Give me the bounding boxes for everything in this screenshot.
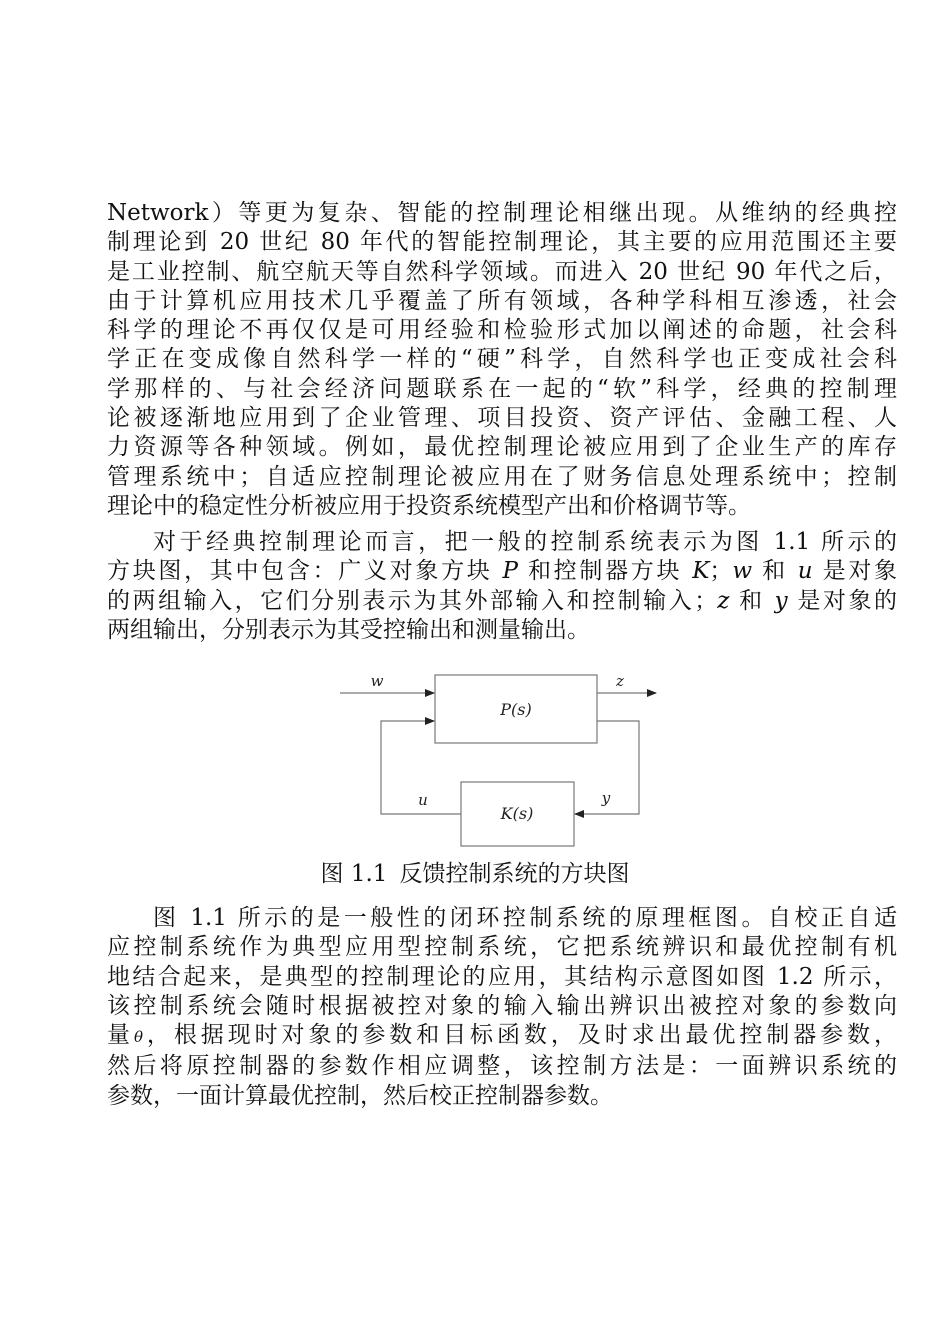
text-line: 参数，一面计算最优控制，然后校正控制器参数。 [107, 1082, 613, 1109]
variable-theta: θ [133, 1028, 143, 1047]
text-line: 两组输出，分别表示为其受控输出和测量输出。 [107, 616, 590, 643]
text-line: 学那样的、与社会经济问题联系在一起的“软”科学，经典的控制理 [107, 375, 897, 402]
signal-u-label: u [418, 791, 428, 809]
text-line: 理论中的稳定性分析被应用于投资系统模型产出和价格调节等。 [107, 492, 751, 519]
text-line: 对于经典控制理论而言，把一般的控制系统表示为图 1.1 所示的 [153, 529, 897, 555]
text-line: 应控制系统作为典型应用型控制系统，它把系统辨识和最优控制有机 [107, 934, 897, 961]
feedback-block-diagram [330, 665, 670, 855]
text-line [107, 1021, 897, 1052]
variable-u: u [797, 558, 813, 585]
caption-number: 图 1.1 [320, 861, 388, 887]
text-line: 力资源等各种领域。例如，最优控制理论被应用到了企业生产的库存 [107, 434, 897, 461]
text-run: 的两组输入，它们分别表示为其外部输入和控制输入； [107, 587, 718, 614]
text-line: 科学的理论不再仅仅是可用经验和检验形式加以阐述的命题，社会科 [107, 317, 897, 344]
text-line: 该控制系统会随时根据被控对象的输入输出辨识出被控对象的参数向 [107, 992, 897, 1019]
text-line: 学正在变成像自然科学一样的“硬”科学，自然科学也正变成社会科 [107, 346, 897, 373]
text-line [107, 587, 897, 616]
text-line: 然后将原控制器的参数作相应调整，该控制方法是：一面辨识系统的 [107, 1053, 897, 1080]
variable-w: w [732, 558, 753, 585]
text-line: 论被逐渐地应用到了企业管理、项目投资、资产评估、金融工程、人 [107, 405, 897, 432]
text-line [107, 557, 897, 586]
signal-y-label: y [601, 789, 611, 807]
text-line: 是工业控制、航空航天等自然科学领域。而进入 20 世纪 90 年代之后， [107, 258, 897, 285]
text-line: 由于计算机应用技术几乎覆盖了所有领域，各种学科相互渗透，社会 [107, 287, 897, 314]
figure-caption [0, 860, 950, 889]
controller-label: K(s) [500, 804, 534, 823]
variable-z: z [717, 587, 730, 614]
text-run: ； [709, 558, 733, 585]
text-run: 量 [107, 1022, 134, 1049]
text-run: 方块图，其中包含：广义对象方块 [107, 558, 503, 585]
variable-y: y [774, 587, 788, 614]
paragraph-3 [107, 904, 897, 1111]
paragraph-2 [107, 528, 897, 645]
text-line: 地结合起来，是典型的控制理论的应用，其结构示意图如图 1.2 所示， [107, 963, 897, 990]
text-run: 是对象的 [787, 587, 897, 614]
text-run: ，根据现时对象的参数和目标函数，及时求出最优控制器参数， [142, 1022, 898, 1049]
text-line: 制理论到 20 世纪 80 年代的智能控制理论，其主要的应用范围还主要 [107, 229, 897, 256]
text-run: 是对象 [812, 558, 898, 585]
variable-P: P [502, 558, 518, 585]
variable-K: K [692, 558, 710, 585]
paragraph-1 [107, 199, 897, 521]
text-line: 管理系统中；自适应控制理论被应用在了财务信息处理系统中；控制 [107, 463, 897, 490]
text-run: 和 [729, 587, 775, 614]
plant-label: P(s) [500, 700, 532, 719]
text-run: 和控制器方块 [517, 558, 693, 585]
text-line: Network）等更为复杂、智能的控制理论相继出现。从维纳的经典控 [107, 200, 897, 226]
text-run: 和 [752, 558, 798, 585]
text-line: 图 1.1 所示的是一般性的闭环控制系统的原理框图。自校正自适 [153, 905, 897, 931]
signal-z-label: z [616, 672, 624, 690]
signal-w-label: w [370, 672, 384, 690]
caption-text: 反馈控制系统的方块图 [399, 861, 630, 887]
